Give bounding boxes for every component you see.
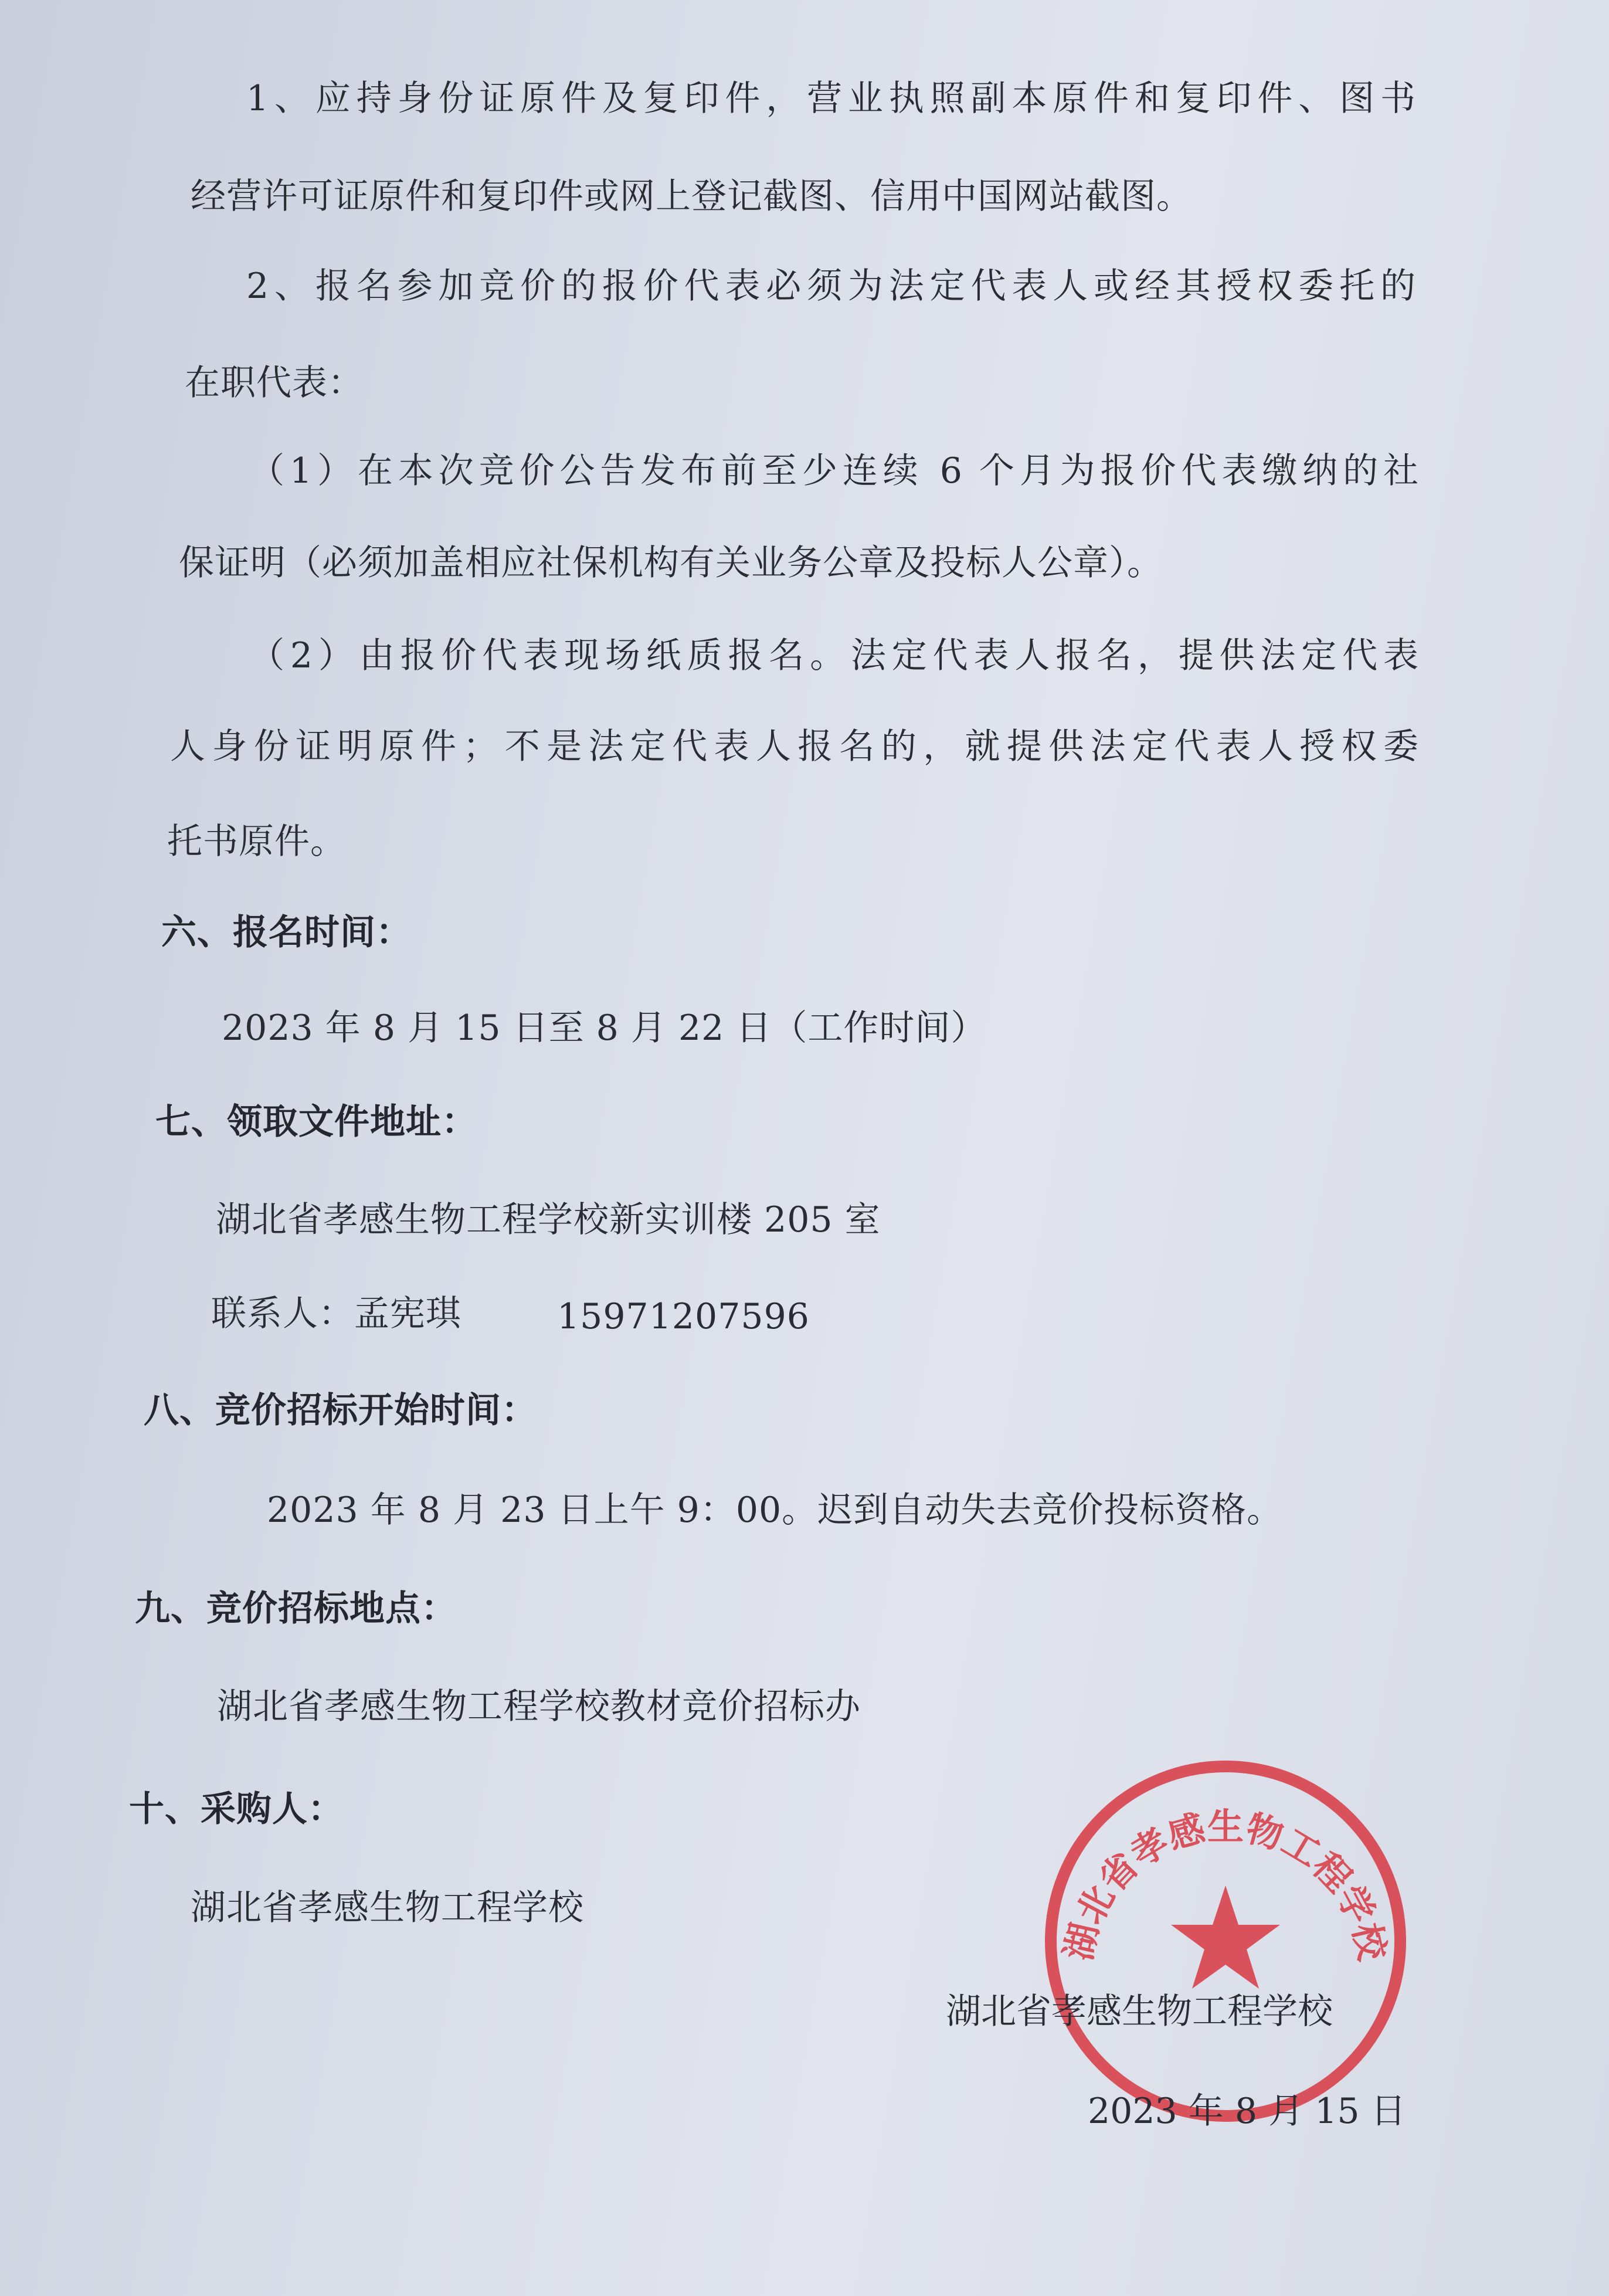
text-line-6: 保证明（必须加盖相应社保机构有关业务公章及投标人公章）。 (179, 542, 1163, 584)
signature-organization: 湖北省孝感生物工程学校 (946, 1991, 1333, 2032)
section-6-title: 六、报名时间： (161, 912, 412, 953)
text-line-9: 托书原件。 (167, 821, 346, 862)
text-line-1: 1、应持身份证原件及复印件，营业执照副本原件和复印件、图书 (246, 78, 1416, 119)
section-8-body: 2023 年 8 月 23 日上午 9：00。迟到自动失去竞价投标资格。 (267, 1490, 1283, 1531)
text-line-2: 经营许可证原件和复印件或网上登记截图、信用中国网站截图。 (191, 176, 1192, 217)
text-line-8: 人身份证明原件；不是法定代表人报名的，就提供法定代表人授权委 (170, 726, 1419, 767)
text-line-3: 2、报名参加竞价的报价代表必须为法定代表人或经其授权委托的 (246, 266, 1416, 307)
seal-text: 湖北省孝感生物工程学校 (1057, 1805, 1394, 1965)
section-10-title: 十、采购人： (129, 1789, 344, 1830)
star-icon (1171, 1885, 1280, 1989)
text-line-7: （2）由报价代表现场纸质报名。法定代表人报名，提供法定代表 (249, 635, 1419, 676)
text-line-5: （1）在本次竞价公告发布前至少连续 6 个月为报价代表缴纳的社 (249, 450, 1419, 491)
section-7-contact: 联系人：孟宪琪 (211, 1293, 461, 1334)
section-6-body: 2023 年 8 月 15 日至 8 月 22 日（工作时间） (222, 1008, 987, 1049)
section-7-address: 湖北省孝感生物工程学校新实训楼 205 室 (216, 1199, 881, 1240)
section-8-title: 八、竞价招标开始时间： (144, 1390, 537, 1431)
section-10-body: 湖北省孝感生物工程学校 (191, 1887, 584, 1928)
section-9-title: 九、竞价招标地点： (135, 1588, 457, 1629)
section-7-title: 七、领取文件地址： (155, 1101, 477, 1142)
section-9-body: 湖北省孝感生物工程学校教材竞价招标办 (217, 1686, 861, 1727)
text-line-4: 在职代表： (185, 362, 364, 403)
section-7-phone: 15971207596 (557, 1296, 810, 1337)
official-seal (1038, 1754, 1413, 2129)
signature-date: 2023 年 8 月 15 日 (1088, 2091, 1406, 2132)
